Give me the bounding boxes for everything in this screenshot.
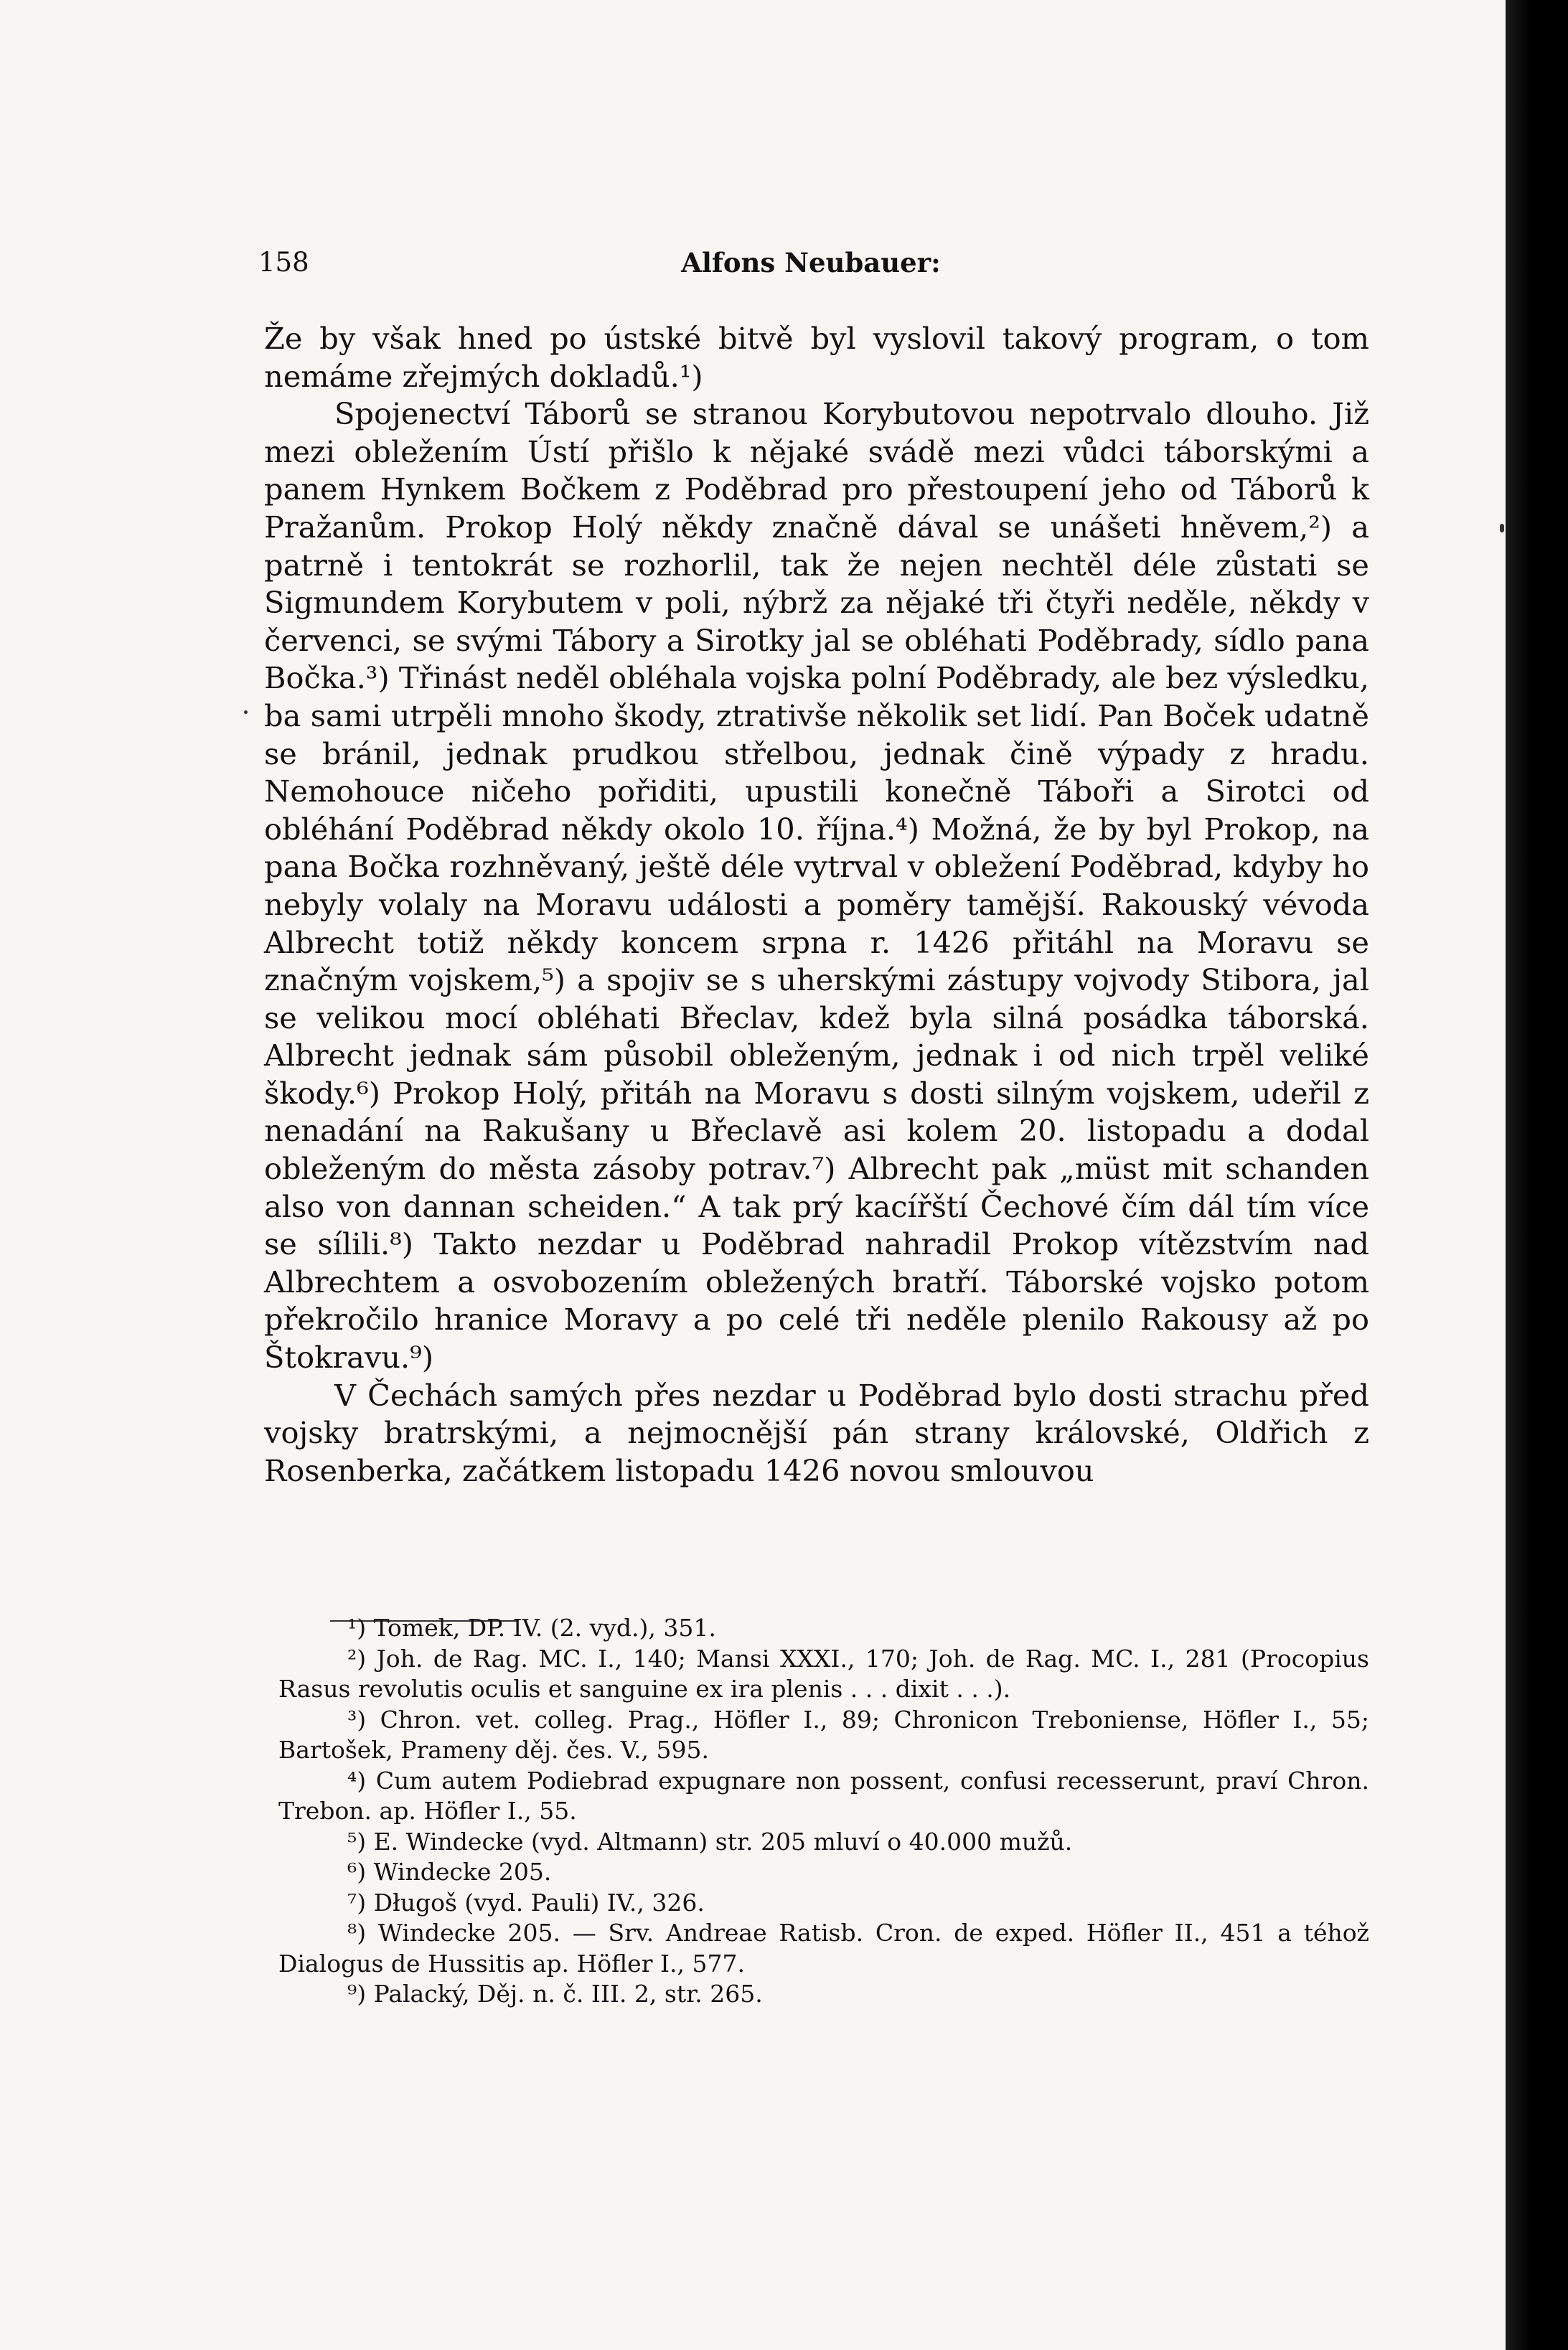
paragraph: Spojenectví Táborů se stranou Korybutovou nepotrvalo dlouho. Již mezi obležením Ústí přišlo k nějaké svádě mezi vůdci táborskými a panem Hynkem Bočkem z Poděbrad pro přestoupení jeho od Táborů k Pražanům. Prokop Holý někdy značně dával se unášeti hněvem,²) a patrně i tentokrát se rozhorlil, tak že nejen nechtěl déle zůstati se Sigmundem Korybutem v poli, nýbrž za nějaké tři čtyři neděle, někdy v červenci, se svými Tábory a Sirotky jal se obléhati Poděbrady, sídlo pana Bočka.³) Třinást neděl obléhala vojska polní Poděbrady, ale bez výsledku, ba sami utrpěli mnoho škody, ztrativše několik set lidí. Pan Boček udatně se bránil, jednak prudkou střelbou, jednak čině výpady z hradu. Nemohouce ničeho pořiditi, upustili konečně Táboři a Sirotci od obléhání Poděbrad někdy okolo 10. října.⁴) Možná, že by byl Prokop, na pana Bočka rozhněvaný, ještě déle vytrval v obležení Poděbrad, kdyby ho nebyly volaly na Moravu události a poměry tamější. Rakouský vévoda Albrecht totiž někdy koncem srpna r. 1426 přitáhl na Moravu se značným vojskem,⁵) a spojiv se s uherskými zástupy vojvody Stibora, jal se velikou mocí obléhati Břeclav, kdež byla silná posádka táborská. Albrecht jednak sám působil obleženým, jednak i od nich trpěl veliké škody.⁶) Prokop Holý, přitáh na Moravu s dosti silným vojskem, udeřil z nenadání na Rakušany u Břeclavě asi kolem 20. listopadu a dodal obleženým do města zásoby potrav.⁷) Albrecht pak „müst mit schanden also von dannan scheiden.“ A tak prý kacířští Čechové čím dál tím více se sílili.⁸) Takto nezdar u Poděbrad nahradil Prokop vítězstvím nad Albrechtem a osvobozením obležených bratří. Táborské vojsko potom překročilo hranice Moravy a po celé tři neděle plenilo Rakousy až po Štokravu.⁹) (264, 396, 1369, 1376)
page-edge-shadow (1506, 0, 1568, 2350)
paragraph: V Čechách samých přes nezdar u Poděbrad bylo dosti strachu před vojsky bratrskými, a nejmocnější pán strany královské, Oldřich z Rosenberka, začátkem listopadu 1426 novou smlouvou (264, 1377, 1369, 1488)
footnote: ⁴) Cum autem Podiebrad expugnare non possent, confusi recesserunt, praví Chron. Trebon. ap. Höfler I., 55. (278, 1766, 1369, 1825)
footnote: ⁶) Windecke 205. (347, 1858, 552, 1886)
footnote: ⁸) Windecke 205. — Srv. Andreae Ratisb. Cron. de exped. Höfler II., 451 a téhož Dialogus de Hussitis ap. Höfler I., 577. (278, 1919, 1369, 1978)
page-number: 158 (258, 247, 309, 278)
margin-mark (244, 710, 248, 714)
footnote: ³) Chron. vet. colleg. Prag., Höfler I., 89; Chronicon Treboniense, Höfler I., 55; Bartošek, Prameny děj. čes. V., 595. (278, 1705, 1369, 1764)
footnote: ⁵) E. Windecke (vyd. Altmann) str. 205 mluví o 40.000 mužů. (347, 1827, 1073, 1856)
footnotes (278, 1613, 1369, 2010)
footnote: ²) Joh. de Rag. MC. I., 140; Mansi XXXI., 170; Joh. de Rag. MC. I., 281 (Procopius Rasus revolutis oculis et sanguine ex ira plenis . . . dixit . . .). (278, 1644, 1369, 1703)
margin-mark (1500, 524, 1504, 532)
footnote: ⁷) Długoš (vyd. Pauli) IV., 326. (347, 1888, 705, 1917)
paragraph: Že by však hned po ústské bitvě byl vyslovil takový program, o tom nemáme zřejmých dokladů.¹) (264, 321, 1369, 394)
footnote: ¹) Tomek, DP. IV. (2. vyd.), 351. (347, 1614, 716, 1642)
footnote: ⁹) Palacký, Děj. n. č. III. 2, str. 265. (347, 1980, 763, 2008)
running-head: Alfons Neubauer: (681, 247, 941, 278)
main-text (264, 320, 1369, 1490)
page-header (258, 241, 1363, 284)
